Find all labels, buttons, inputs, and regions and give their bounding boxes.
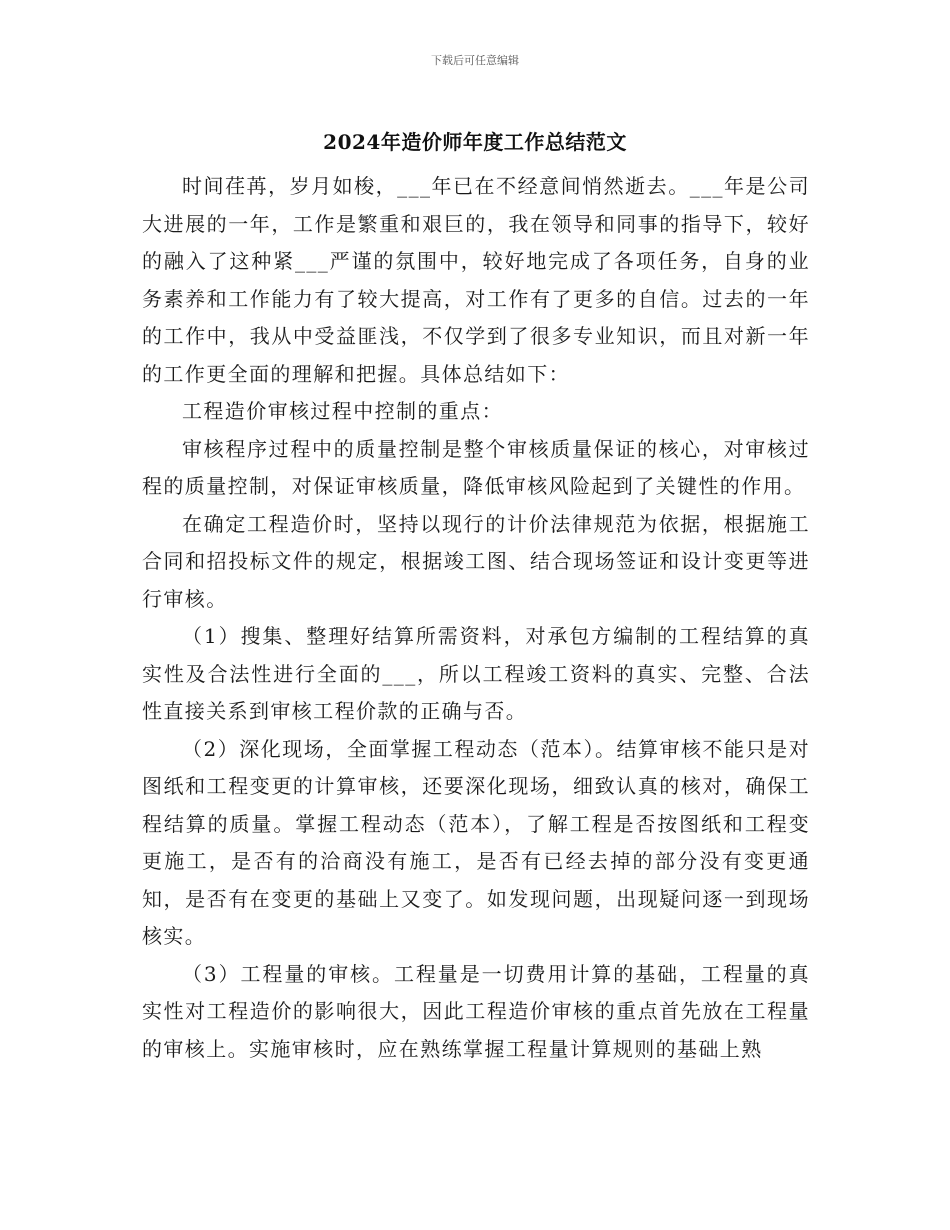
- document-title: 2024年造价师年度工作总结范文: [323, 130, 627, 154]
- paragraph-cost-basis: 在确定工程造价时，坚持以现行的计价法律规范为依据，根据施工合同和招投标文件的规定，根据竣工图、结合现场签证和设计变更等进行审核。: [142, 511, 810, 611]
- document-body: [142, 168, 810, 1068]
- paragraph-item-3: （3）工程量的审核。工程量是一切费用计算的基础，工程量的真实性对工程造价的影响很大，因此工程造价审核的重点首先放在工程量的审核上。实施审核时，应在熟练掌握工程量计算规则的基础上熟: [142, 961, 810, 1061]
- page-header: 下载后可任意编辑: [431, 54, 519, 67]
- paragraph-heading-control-points: 工程造价审核过程中控制的重点：: [182, 399, 503, 423]
- paragraph-quality-control: 审核程序过程中的质量控制是整个审核质量保证的核心，对审核过程的质量控制，对保证审核质量，降低审核风险起到了关键性的作用。: [142, 436, 810, 498]
- paragraph-item-2: （2）深化现场，全面掌握工程动态（范本）。结算审核不能只是对图纸和工程变更的计算审核，还要深化现场，细致认真的核对，确保工程结算的质量。掌握工程动态（范本），了解工程是否按图纸和工程变更施工，是否有的洽商没有施工，是否有已经去掉的部分没有变更通知，是否有在变更的基础上又变了。如发现问题，出现疑问逐一到现场核实。: [142, 736, 810, 948]
- paragraph-item-1: （1）搜集、整理好结算所需资料，对承包方编制的工程结算的真实性及合法性进行全面的___，所以工程竣工资料的真实、完整、合法性直接关系到审核工程价款的正确与否。: [142, 624, 810, 723]
- paragraph-intro: 时间荏苒，岁月如梭，___年已在不经意间悄然逝去。___年是公司大进展的一年，工作是繁重和艰巨的，我在领导和同事的指导下，较好的融入了这种紧___严谨的氛围中，较好地完成了各项任务，自身的业务素养和工作能力有了较大提高，对工作有了更多的自信。过去的一年的工作中，我从中受益匪浅，不仅学到了很多专业知识，而且对新一年的工作更全面的理解和把握。具体总结如下：: [142, 174, 810, 386]
